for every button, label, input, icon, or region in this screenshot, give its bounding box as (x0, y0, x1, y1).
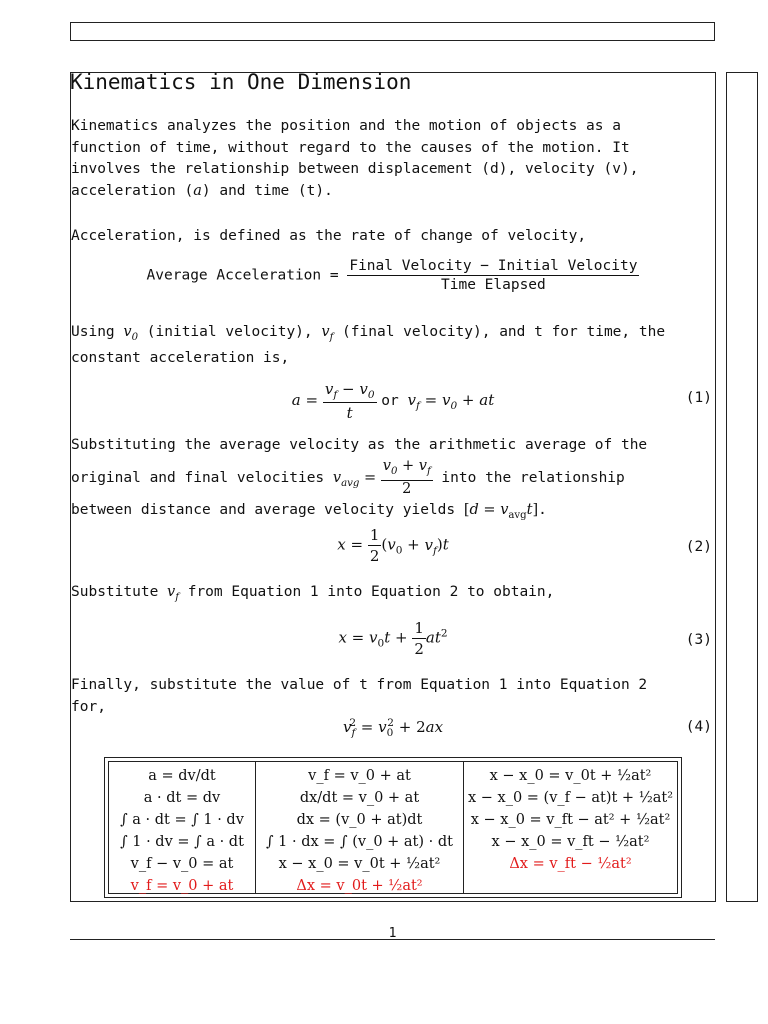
table-cell: v_f − v_0 = at (130, 856, 234, 872)
table-cell: v_f = v_0 + at (308, 768, 411, 784)
substituting-paragraph: Substituting the average velocity as the arithmetic average of the original and final velocities $v_{avg}$ = $\frac{v_0 + v_f}{2}$ into the relationship between distance and average velocity yields $[d = v_{avg}t]$. (71, 437, 648, 521)
equation-1-number: (1) (685, 390, 712, 406)
equation-2-number: (2) (685, 539, 712, 555)
intro-line: function of time, without regard to the causes of the motion. It (71, 139, 630, 156)
table-column-1 (109, 762, 256, 893)
header-box (70, 22, 715, 41)
page-number: 1 (388, 926, 397, 941)
finally-paragraph: Finally, substitute the value of t from Equation 1 into Equation 2 for, (71, 677, 648, 715)
table-column-2 (256, 762, 464, 893)
table-cell-highlight: Δx = v_0t + ½at² (296, 878, 423, 894)
equation-3-number: (3) (685, 632, 712, 648)
intro-line: involves the relationship between displacement (d), velocity (v), (71, 161, 639, 177)
footer-rule (70, 939, 715, 940)
fraction-denominator: Time Elapsed (441, 277, 546, 293)
table-cell: dx = (v_0 + at)dt (296, 812, 423, 828)
equation-4: $v_f^2 = v_0^2 + 2ax$ (342, 717, 444, 739)
table-cell: x − x_0 = v_ft − ½at² (491, 834, 650, 850)
table-cell: ∫ a · dt = ∫ 1 · dv (120, 812, 244, 828)
intro-paragraph (71, 116, 711, 202)
fraction-numerator: Final Velocity − Initial Velocity (349, 258, 638, 274)
intro-line: acceleration (a) and time (t). (71, 182, 333, 199)
table-cell-highlight: v_f = v_0 + at (130, 878, 234, 894)
table-cell: a · dt = dv (143, 790, 221, 806)
page-title: Kinematics in One Dimension (70, 70, 412, 94)
table-cell: a = dv/dt (148, 768, 216, 784)
margin-box (726, 72, 758, 902)
table-cell: x − x_0 = v_0t + ½at² (489, 768, 652, 784)
table-cell: ∫ 1 · dx = ∫ (v_0 + at) · dt (266, 834, 453, 850)
table-cell: x − x_0 = (v_f − at)t + ½at² (467, 790, 674, 806)
derivation-table (104, 757, 682, 898)
acceleration-text: Acceleration, is defined as the rate of change of velocity, (71, 228, 587, 244)
equation-3: $x = v_0t$ + $\frac{1}{2}$ $at^2$ (338, 619, 448, 658)
equation-2: x = $\frac{1}{2}$ $(v_0 + v_f)t$ (337, 526, 449, 565)
equation-4-number: (4) (685, 719, 712, 735)
table-cell: dx/dt = v_0 + at (299, 790, 420, 806)
equation-1: a = $\frac{v_f - v_0}{t}$ or $v_f = v_0$ + at (291, 380, 495, 422)
using-paragraph: Using $v_0$ (initial velocity), $v_f$ (final velocity), and t for time, the constant acceleration is, (71, 324, 666, 367)
substitute-vf-text: Substitute $v_f$ from Equation 1 into Equation 2 to obtain, (71, 584, 555, 603)
table-cell: x − x_0 = v_0t + ½at² (278, 856, 441, 872)
table-cell-highlight: Δx = v_ft − ½at² (509, 856, 632, 872)
table-cell: ∫ 1 · dv = ∫ a · dt (120, 834, 244, 850)
intro-line: Kinematics analyzes the position and the motion of objects as a (71, 118, 621, 134)
average-acceleration-equation: Average Acceleration = $\frac{\text{Final Velocity − Initial Velocity}}{\text{Time Elapsed}}$ (146, 258, 638, 293)
table-cell: x − x_0 = v_ft − at² + ½at² (470, 812, 671, 828)
table-column-3 (464, 762, 677, 893)
